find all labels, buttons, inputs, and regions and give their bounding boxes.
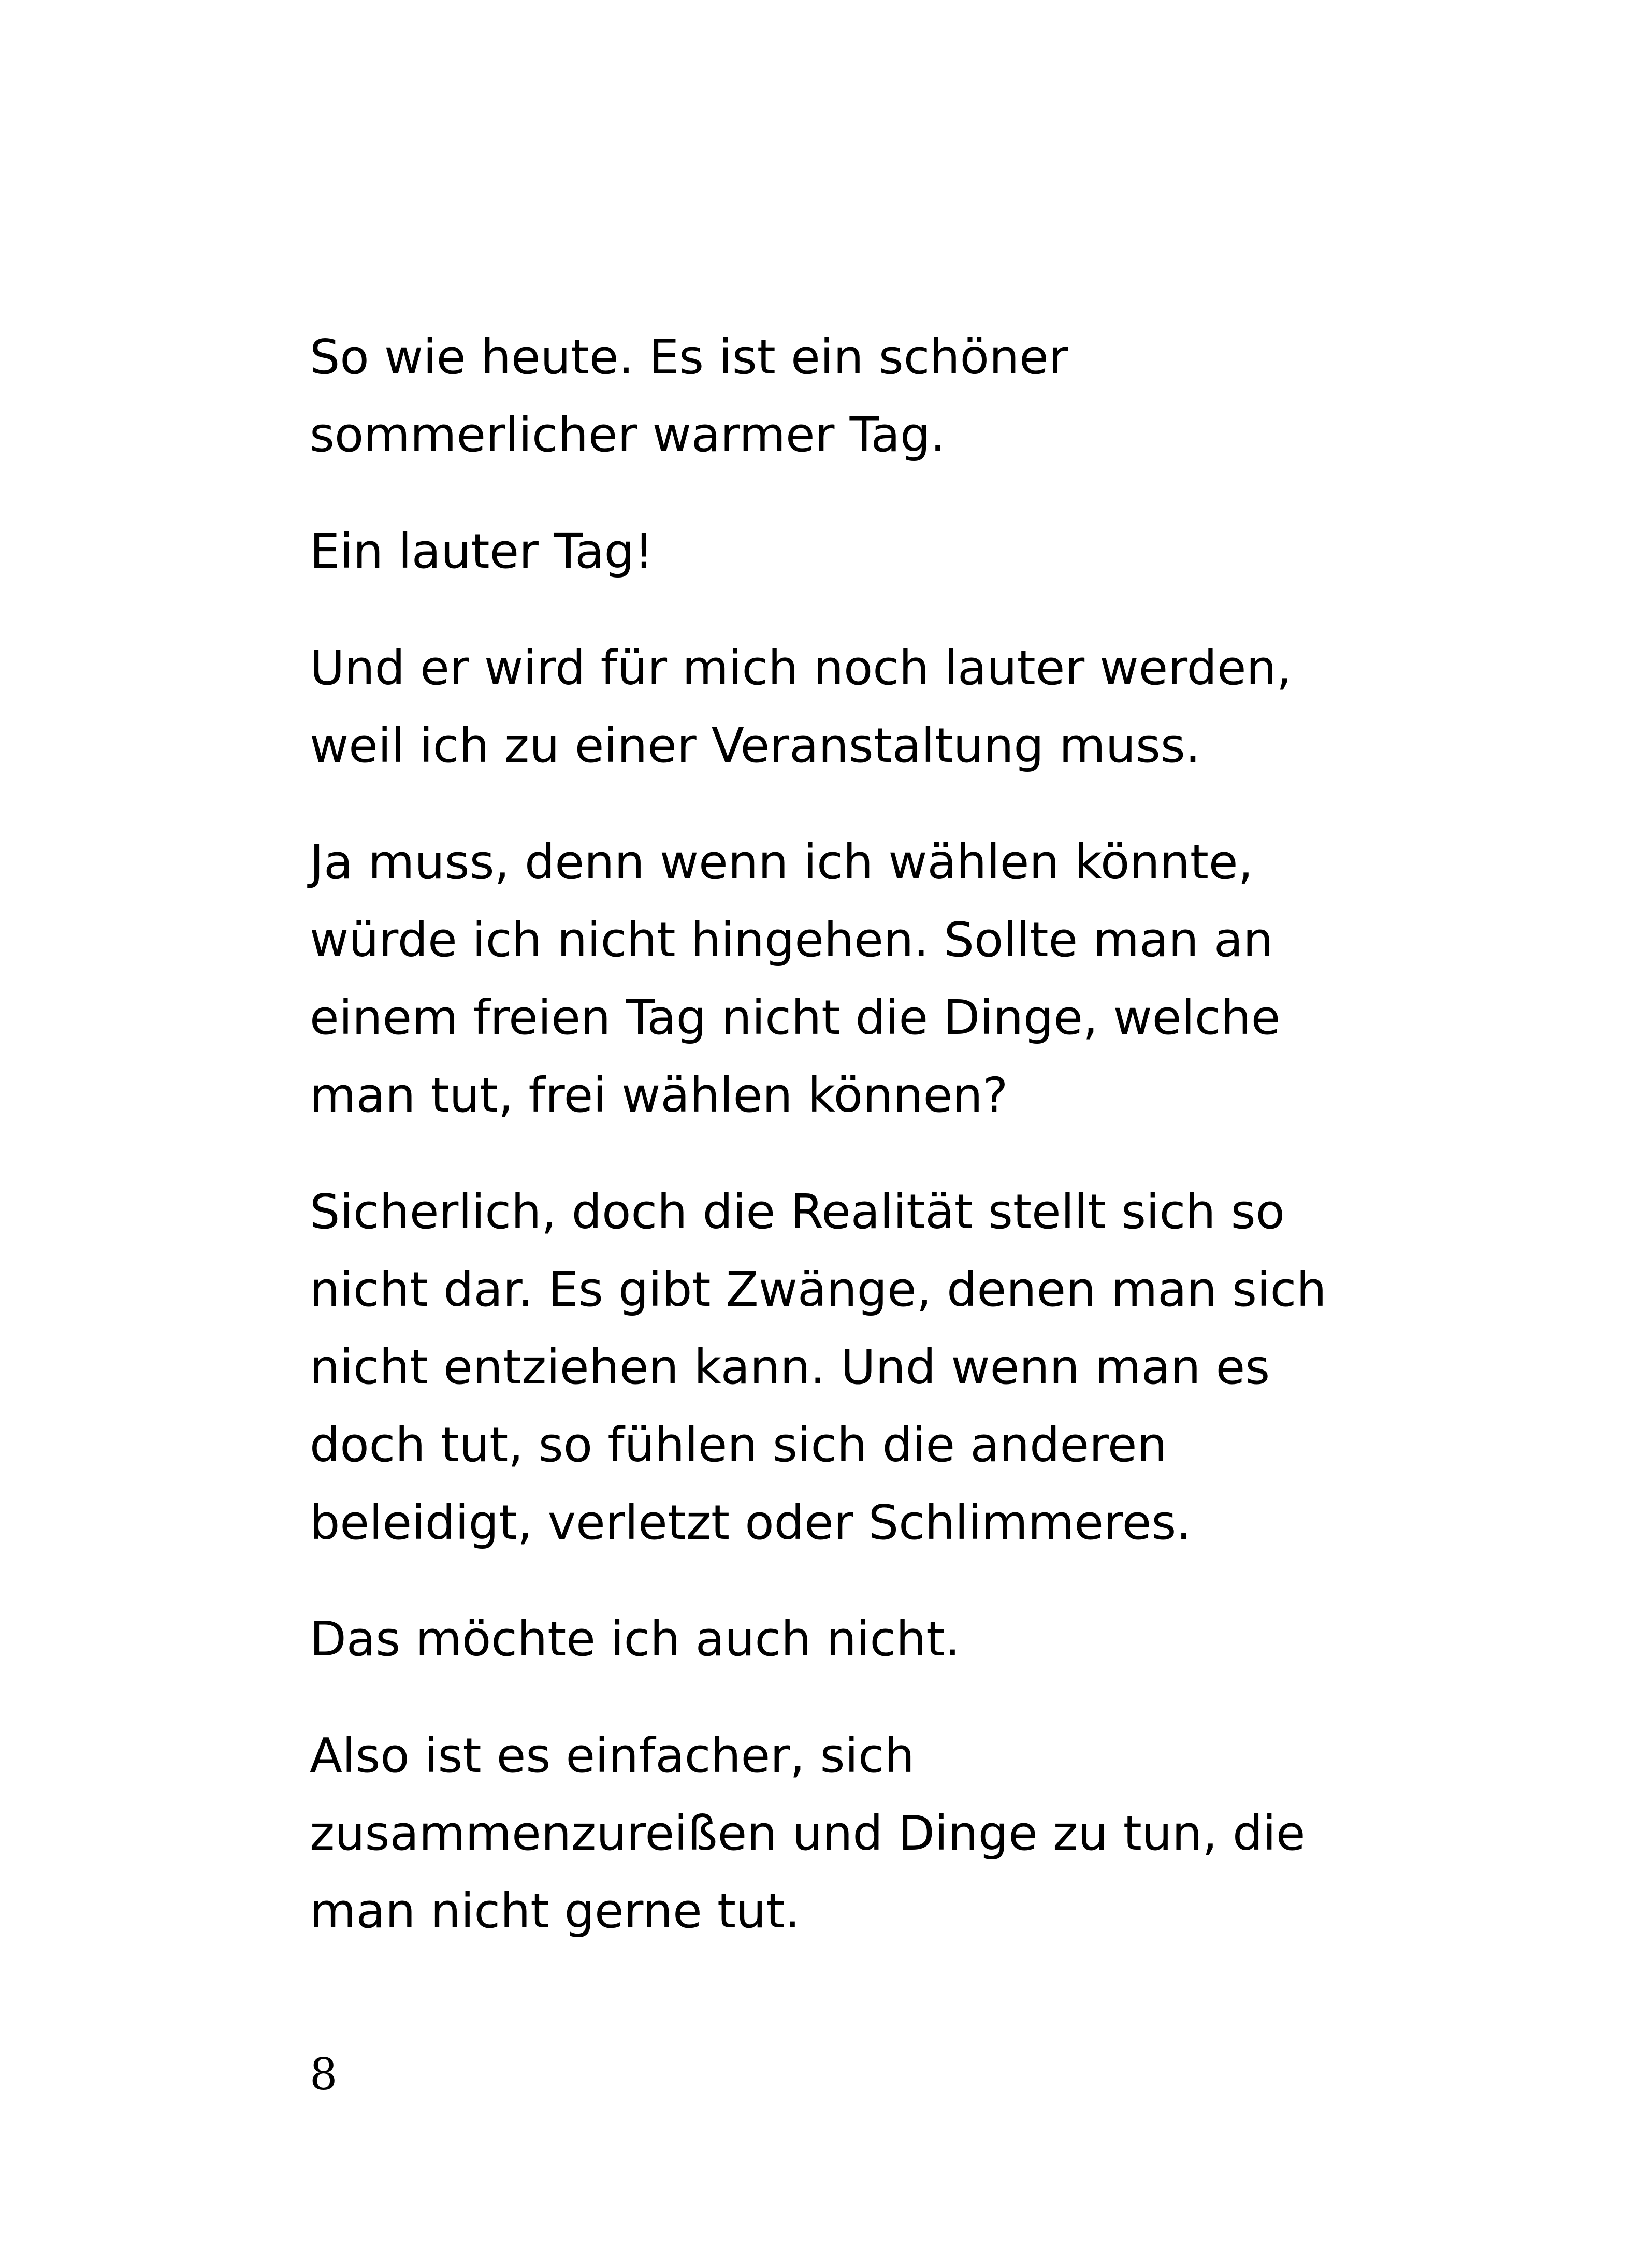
text-line: man tut, frei wählen können? xyxy=(310,1068,1008,1123)
text-line: weil ich zu einer Veranstaltung muss. xyxy=(310,718,1201,773)
paragraph xyxy=(310,319,1501,474)
text-line: Sicherlich, doch die Realität stellt sich so xyxy=(310,1184,1285,1239)
text-line: Und er wird für mich noch lauter werden, xyxy=(310,640,1292,696)
text-line: nicht entziehen kann. Und wenn man es xyxy=(310,1339,1270,1395)
text-line: man nicht gerne tut. xyxy=(310,1883,800,1939)
text-line: sommerlicher warmer Tag. xyxy=(310,407,946,463)
text-line: Ja muss, denn wenn ich wählen könnte, xyxy=(310,834,1253,890)
paragraph xyxy=(310,824,1501,1134)
text-line: Das möchte ich auch nicht. xyxy=(310,1611,960,1667)
text-line: einem freien Tag nicht die Dinge, welche xyxy=(310,990,1281,1045)
page-number: 8 xyxy=(310,2049,338,2100)
text-line: Also ist es einfacher, sich xyxy=(310,1728,915,1783)
text-line: So wie heute. Es ist ein schöner xyxy=(310,329,1068,385)
paragraph xyxy=(310,1717,1501,1950)
text-line: doch tut, so fühlen sich die anderen xyxy=(310,1417,1167,1473)
text-line: würde ich nicht hingehen. Sollte man an xyxy=(310,912,1273,968)
paragraph xyxy=(310,1600,1501,1678)
text-line: zusammenzureißen und Dinge zu tun, die xyxy=(310,1806,1306,1861)
paragraph xyxy=(310,629,1501,785)
body-text xyxy=(310,319,1501,1989)
text-line: Ein lauter Tag! xyxy=(310,524,654,579)
paragraph xyxy=(310,513,1501,590)
paragraph xyxy=(310,1173,1501,1562)
text-line: beleidigt, verletzt oder Schlimmeres. xyxy=(310,1495,1192,1550)
text-line: nicht dar. Es gibt Zwänge, denen man sich xyxy=(310,1262,1327,1317)
